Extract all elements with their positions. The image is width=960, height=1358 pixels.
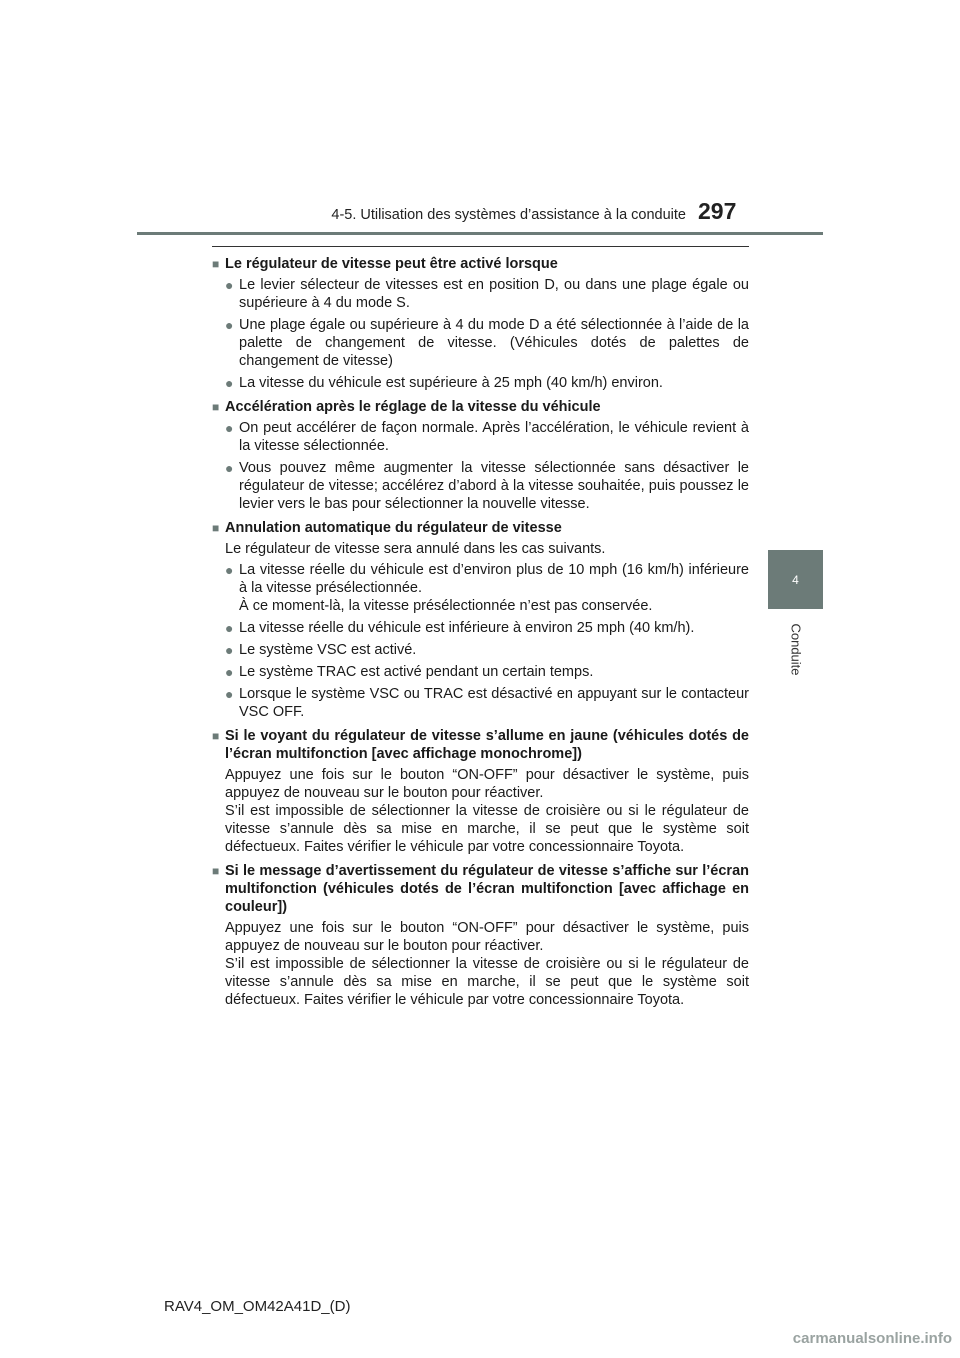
circle-bullet-icon: ● [225,317,234,333]
footer-code: RAV4_OM_OM42A41D_(D) [164,1298,351,1315]
section-heading: ■ Si le voyant du régulateur de vitesse s’allume en jaune (véhicules dotés de l’écran multifonction [avec affichage monochrome]) [212,728,749,762]
watermark[interactable]: carmanualsonline.info [792,1330,952,1347]
section-heading: ■ Si le message d’avertissement du régulateur de vitesse s’affiche sur l’écran multifonction (véhicules dotés de l’écran multifonction [avec affichage en couleur]) [212,863,749,915]
list-item: ● On peut accélérer de façon normale. Après l’accélération, le véhicule revient à la vitesse sélectionnée. [225,420,749,454]
square-bullet-icon: ■ [212,864,220,878]
chapter-tab[interactable]: 4 [768,550,823,609]
list-item: ● Le système TRAC est activé pendant un certain temps. [225,664,594,680]
circle-bullet-icon: ● [225,420,234,436]
section [212,519,749,721]
paragraph: Appuyez une fois sur le bouton “ON-OFF” pour désactiver le système, puis appuyez de nouveau sur le bouton pour réactiver. S’il est impossible de sélectionner la vitesse de croisière ou si le régulateur de vitesse s’annule dès sa mise en marche, il se peut que le système soit défectueux. Faites vérifier le véhicule par votre concessionnaire Toyota. [225,767,749,855]
square-bullet-icon: ■ [212,257,220,271]
circle-bullet-icon: ● [225,562,234,578]
circle-bullet-icon: ● [225,686,234,702]
list-item: ● Le levier sélecteur de vitesses est en position D, ou dans une plage égale ou supérieure à 4 du mode S. [225,277,749,311]
header-title: 4-5. Utilisation des systèmes d’assistance à la conduite [331,207,686,223]
section [212,398,749,513]
content-rule [212,246,749,247]
square-bullet-icon: ■ [212,521,220,535]
circle-bullet-icon: ● [225,642,234,658]
list-item: ● La vitesse réelle du véhicule est inférieure à environ 25 mph (40 km/h). [225,620,695,636]
circle-bullet-icon: ● [225,277,234,293]
paragraph: Appuyez une fois sur le bouton “ON-OFF” pour désactiver le système, puis appuyez de nouveau sur le bouton pour réactiver. S’il est impossible de sélectionner la vitesse de croisière ou si le régulateur de vitesse s’annule dès sa mise en marche, il se peut que le système soit défectueux. Faites vérifier le véhicule par votre concessionnaire Toyota. [225,920,749,1008]
section [212,727,749,856]
square-bullet-icon: ■ [212,400,220,414]
chapter-label: Conduite [788,622,804,676]
list-item: ● La vitesse réelle du véhicule est d’environ plus de 10 mph (16 km/h) inférieure à la vitesse présélectionnée. À ce moment-là, la vitesse présélectionnée n’est pas conservée. [225,562,749,614]
section-heading: ■ Annulation automatique du régulateur de vitesse [212,520,562,536]
section [212,255,749,392]
header-rule [137,232,823,235]
circle-bullet-icon: ● [225,375,234,391]
section-heading: ■ Le régulateur de vitesse peut être activé lorsque [212,256,558,272]
list-item: ● Une plage égale ou supérieure à 4 du mode D a été sélectionnée à l’aide de la palette de changement de vitesse. (Véhicules dotés de palettes de changement de vitesse) [225,317,749,369]
list-item: ● Le système VSC est activé. [225,642,417,658]
main-content [212,255,749,1015]
circle-bullet-icon: ● [225,460,234,476]
circle-bullet-icon: ● [225,664,234,680]
section-heading: ■ Accélération après le réglage de la vitesse du véhicule [212,399,601,415]
circle-bullet-icon: ● [225,620,234,636]
list-item: ● La vitesse du véhicule est supérieure à 25 mph (40 km/h) environ. [225,375,663,391]
section-intro: Le régulateur de vitesse sera annulé dans les cas suivants. [225,541,606,557]
bullet-note: À ce moment-là, la vitesse présélectionnée n’est pas conservée. [239,598,653,614]
square-bullet-icon: ■ [212,729,220,743]
list-item: ● Lorsque le système VSC ou TRAC est désactivé en appuyant sur le contacteur VSC OFF. [225,686,749,720]
section [212,862,749,1009]
page-number: 297 [698,198,737,224]
list-item: ● Vous pouvez même augmenter la vitesse sélectionnée sans désactiver le régulateur de vitesse; accélérez d’abord à la vitesse souhaitée, puis poussez le levier vers le bas pour sélectionner la nouvelle vitesse. [225,460,749,512]
